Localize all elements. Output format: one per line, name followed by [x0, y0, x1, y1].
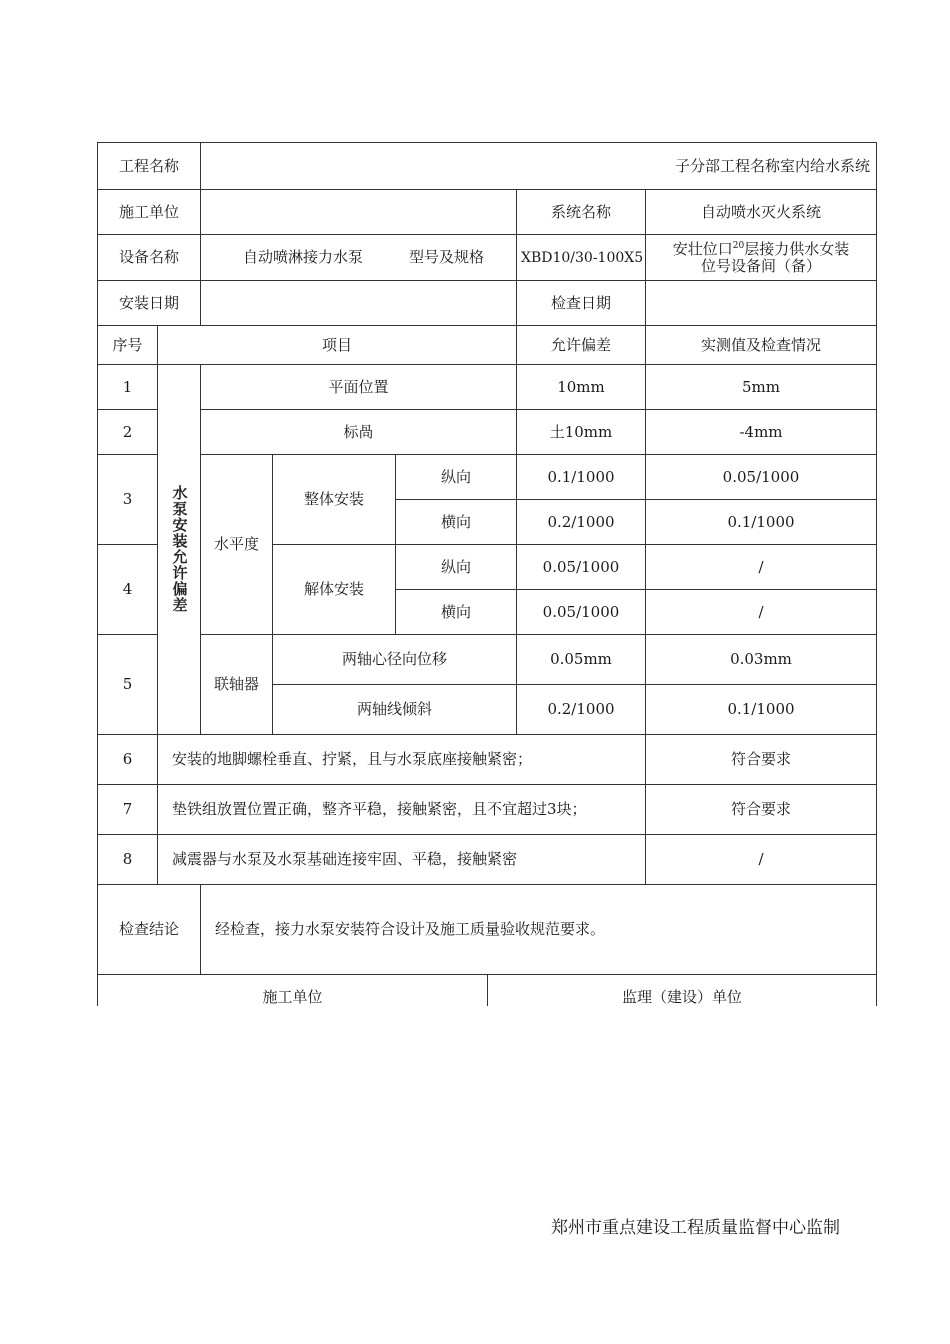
- direction-label: 横向: [396, 500, 517, 545]
- item-elevation: 标咼: [201, 410, 517, 455]
- row-no: 6: [98, 735, 158, 785]
- equipment-name-label: 设备名称: [98, 235, 201, 281]
- row-no: 7: [98, 785, 158, 835]
- measured-value: 0.03mm: [646, 635, 877, 685]
- item-anchor-bolts: 安装的地脚螺栓垂直、拧紧，且与水泵底座接触紧密；: [158, 735, 646, 785]
- column-header-no: 序号: [98, 326, 158, 365]
- sign-contractor-label: 施工单位: [98, 975, 488, 1006]
- item-damper: 减震器与水泵及水泵基础连接牢固、平稳，接触紧密: [158, 835, 646, 885]
- check-date-value: [646, 281, 877, 326]
- level-label: 水平度: [201, 455, 273, 635]
- column-header-measured: 实测值及检查情况: [646, 326, 877, 365]
- measured-value: 符合要求: [646, 735, 877, 785]
- system-name-value: 自动喷水灭火系统: [646, 190, 877, 235]
- coupling-label: 联轴器: [201, 635, 273, 735]
- column-header-item: 项目: [158, 326, 517, 365]
- project-name-label: 工程名称: [98, 143, 201, 190]
- tolerance-value: 0.1/1000: [517, 455, 646, 500]
- row-no: 1: [98, 365, 158, 410]
- item-shim-group: 垫铁组放置位置正确，整齐平稳，接触紧密，且不宜超过3块；: [158, 785, 646, 835]
- column-header-tolerance: 允许偏差: [517, 326, 646, 365]
- direction-label: 纵向: [396, 545, 517, 590]
- check-date-label: 检查日期: [517, 281, 646, 326]
- row-no: 4: [98, 545, 158, 635]
- conclusion-label: 检查结论: [98, 885, 201, 975]
- tolerance-value: 0.2/1000: [517, 500, 646, 545]
- contractor-value: [201, 190, 517, 235]
- equipment-name-value: [201, 235, 517, 281]
- location-value: 安壮位口$^{20}$层接力供水女装位号设备间（备）: [646, 235, 877, 281]
- install-date-label: 安装日期: [98, 281, 201, 326]
- split-install-label: 解体安装: [273, 545, 396, 635]
- direction-label: 纵向: [396, 455, 517, 500]
- footer-organization: 郑州市重点建设工程质量监督中心监制: [551, 1218, 840, 1238]
- project-name-value: 子分部工程名称室内给水系统: [201, 143, 877, 190]
- measured-value: 0.1/1000: [646, 685, 877, 735]
- row-no: 2: [98, 410, 158, 455]
- measured-value: 0.05/1000: [646, 455, 877, 500]
- tolerance-value: 0.05/1000: [517, 590, 646, 635]
- measured-value: /: [646, 545, 877, 590]
- equipment-value: 自动喷淋接力水泵: [243, 248, 364, 266]
- measured-value: /: [646, 835, 877, 885]
- tolerance-value: 0.05/1000: [517, 545, 646, 590]
- tolerance-value: 10mm: [517, 365, 646, 410]
- measured-value: -4mm: [646, 410, 877, 455]
- measured-value: 5mm: [646, 365, 877, 410]
- row-no: 3: [98, 455, 158, 545]
- tolerance-value: 0.05mm: [517, 635, 646, 685]
- system-name-label: 系统名称: [517, 190, 646, 235]
- group-label-pump-tolerance: 水泵安装允许偏差: [158, 365, 201, 735]
- contractor-label: 施工单位: [98, 190, 201, 235]
- install-date-value: [201, 281, 517, 326]
- coupling-item: 两轴线倾斜: [273, 685, 517, 735]
- tolerance-value: 土10mm: [517, 410, 646, 455]
- conclusion-value: 经检查，接力水泵安装符合设计及施工质量验收规范要求。: [201, 885, 877, 975]
- row-no: 5: [98, 635, 158, 735]
- row-no: 8: [98, 835, 158, 885]
- model-label: 型号及规格: [409, 248, 485, 266]
- measured-value: /: [646, 590, 877, 635]
- item-plane-position: 平面位置: [201, 365, 517, 410]
- inspection-record-table: [97, 142, 877, 1006]
- direction-label: 横向: [396, 590, 517, 635]
- model-value: XBD10/30-100X5: [517, 235, 646, 281]
- whole-install-label: 整体安装: [273, 455, 396, 545]
- measured-value: 0.1/1000: [646, 500, 877, 545]
- measured-value: 符合要求: [646, 785, 877, 835]
- tolerance-value: 0.2/1000: [517, 685, 646, 735]
- coupling-item: 两轴心径向位移: [273, 635, 517, 685]
- sign-supervisor-label: 监理（建设）单位: [488, 975, 877, 1006]
